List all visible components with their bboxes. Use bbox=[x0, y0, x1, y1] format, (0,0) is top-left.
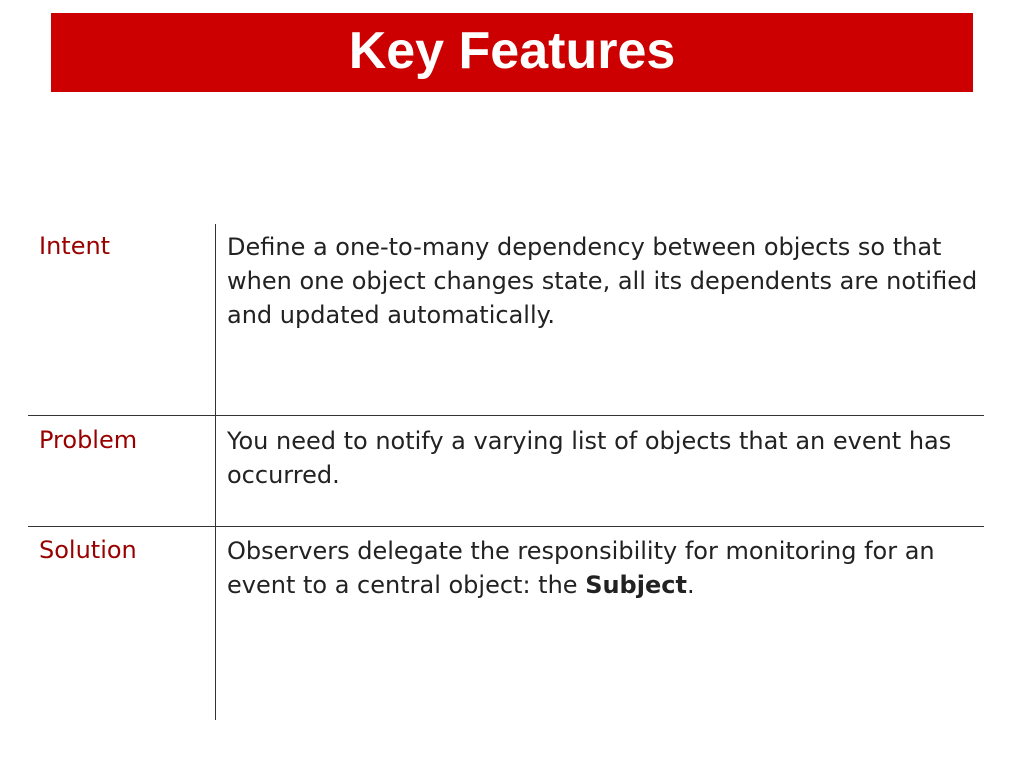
solution-text: Observers delegate the responsibility for monitoring for an event to a central object: the bbox=[227, 537, 935, 599]
row-description-intent: Define a one-to-many dependency between objects so that when one object changes state, all its dependents are notified and updated automatically. bbox=[227, 233, 978, 329]
row-label-solution: Solution bbox=[39, 536, 137, 564]
column-divider bbox=[215, 224, 216, 720]
slide-title: Key Features bbox=[348, 21, 676, 80]
row-description-problem: You need to notify a varying list of objects that an event has occurred. bbox=[227, 427, 952, 489]
row-divider-1 bbox=[28, 415, 984, 416]
row-description-solution bbox=[227, 534, 982, 602]
subject-term: Subject bbox=[585, 571, 687, 599]
row-label-intent: Intent bbox=[39, 232, 111, 260]
title-bar bbox=[51, 13, 973, 92]
row-label-problem: Problem bbox=[39, 426, 138, 454]
row-divider-2 bbox=[28, 526, 984, 527]
solution-period: . bbox=[686, 571, 695, 599]
